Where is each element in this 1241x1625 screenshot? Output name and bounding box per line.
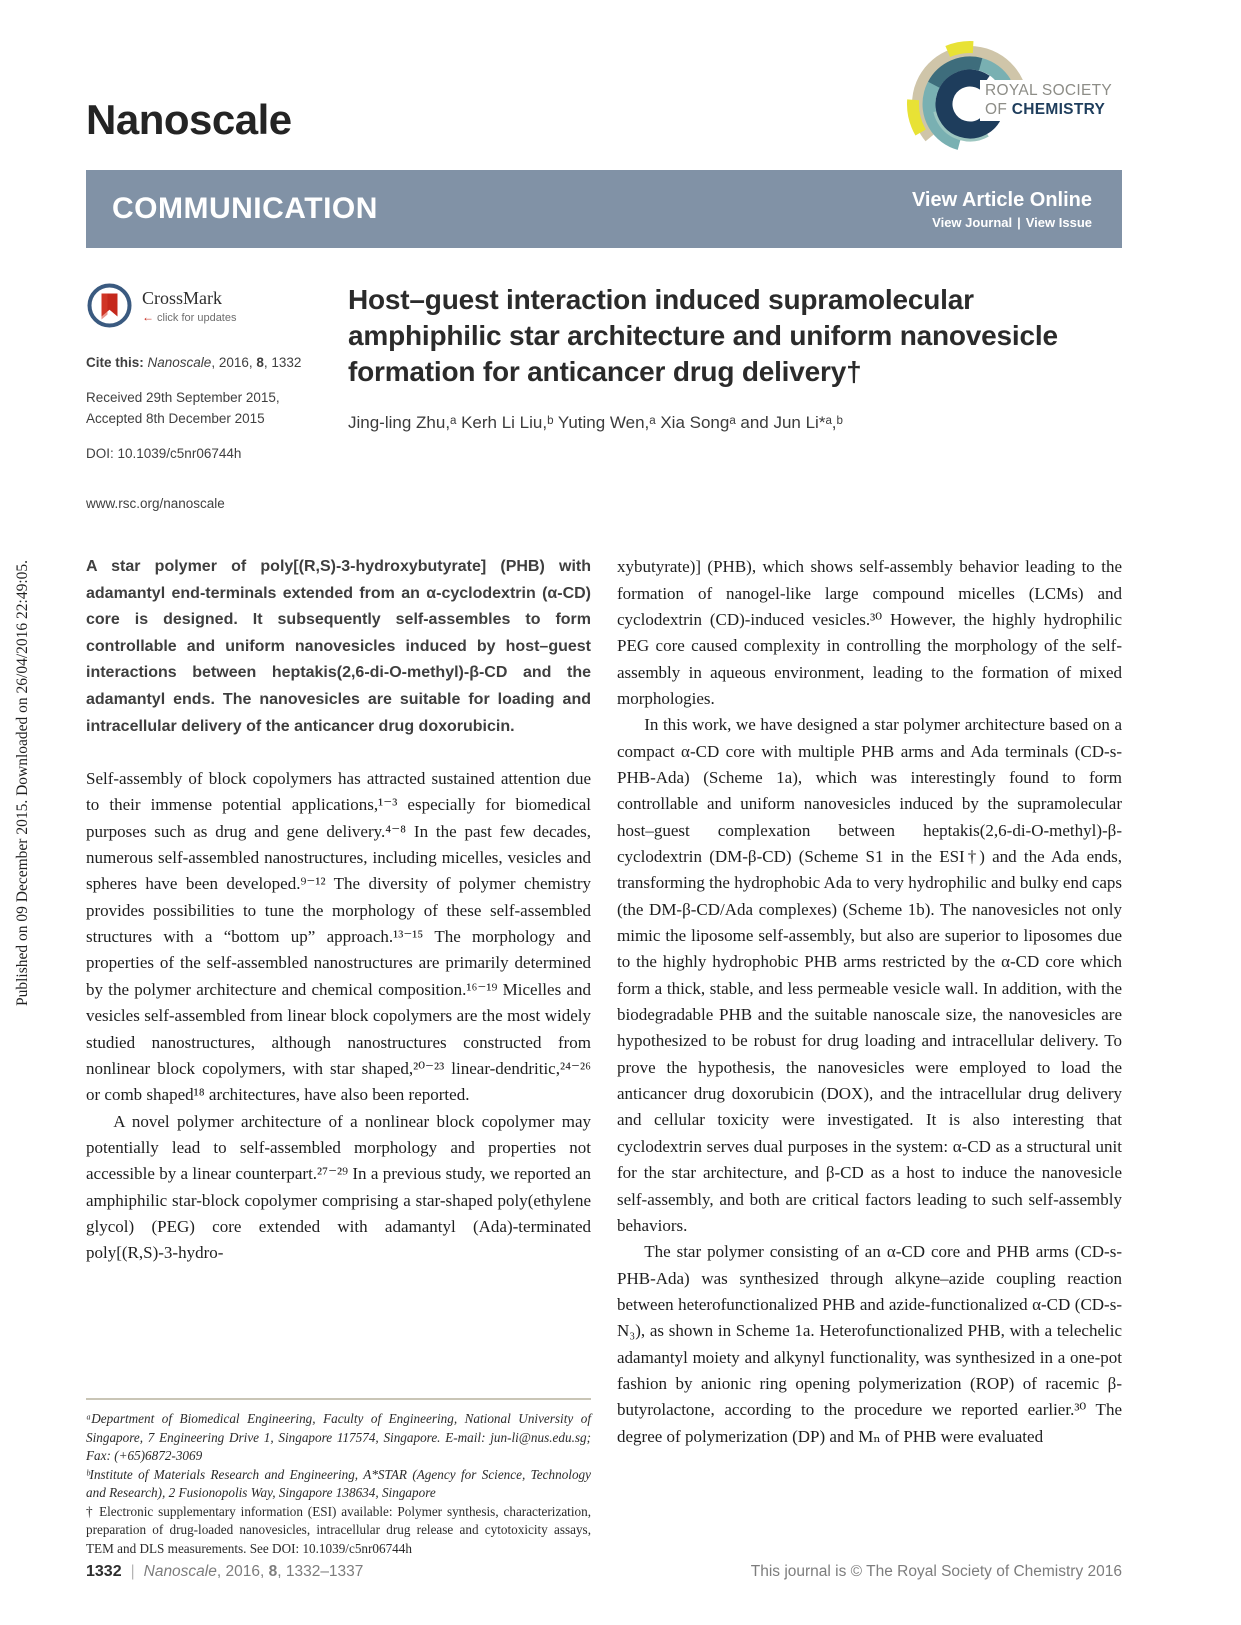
- footnote-affiliation-a: ᵃDepartment of Biomedical Engineering, Faculty of Engineering, National University of Singapore, 7 Engineering Drive 1, Singapore 117574, Singapore. E-mail: jun-li@nus.edu.sg; Fax: (+65)6872-3069: [86, 1411, 591, 1464]
- footer-pages: , 1332–1337: [277, 1563, 364, 1580]
- cite-journal: Nanoscale: [147, 355, 212, 370]
- footnotes: [86, 1398, 591, 1558]
- footer-mid: , 2016,: [216, 1563, 269, 1580]
- received-date: Received 29th September 2015,: [86, 390, 280, 406]
- banner-links: [912, 189, 1092, 230]
- doi: DOI: 10.1039/c5nr06744h: [86, 445, 242, 461]
- view-issue-link[interactable]: View Issue: [1025, 214, 1092, 230]
- cite-mid: , 2016,: [211, 355, 257, 370]
- article-type-label: COMMUNICATION: [112, 192, 378, 225]
- footer-page-number: 1332: [86, 1563, 122, 1580]
- article-title-column: [348, 282, 1122, 514]
- crossmark-icon: [86, 282, 133, 329]
- footer-volume: 8: [268, 1563, 278, 1580]
- footer-copyright: This journal is © The Royal Society of Chemistry 2016: [750, 1563, 1122, 1580]
- footnote-esi: † Electronic supplementary information (ESI) available: Polymer synthesis, characterization, preparation of drug-loaded nanovesicles, intracellular drug release and cytotoxicity assays, TEM and DLS measurements. See DOI: 10.1039/c5nr06744h: [86, 1503, 591, 1556]
- article-authors: Jing-ling Zhu,ᵃ Kerh Li Liu,ᵇ Yuting Wen,ᵃ Xia Songᵃ and Jun Li*ᵃ,ᵇ: [348, 413, 843, 433]
- rsc-logo: [904, 34, 1122, 174]
- paragraph-right-2: In this work, we have designed a star polymer architecture based on a compact α-CD core with multiple PHB arms and Ada terminals (CD-s-PHB-Ada) (Scheme 1a), which was interestingly found to form controllable and uniform nanovesicles induced by the supramolecular host–guest complexation between heptakis(2,6-di-O-methyl)-β-cyclodextrin (DM-β-CD) (Scheme S1 in the ESI†) and the Ada ends, transforming the hydrophobic Ada to very hydrophilic and bulky end caps (the DM-β-CD/Ada complexes) (Scheme 1b). The nanovesicles not only mimic the liposome self-assembly, but also are superior to liposomes due to the highly hydrophobic PHB arms restricted by the α-CD core which form a thick, stable, and less permeable vesicle wall. In addition, with the biodegradable PHB and the suitable nanoscale size, the nanovesicles are hypothesized to be robust for drug loading and intracellular delivery. To prove the hypothesis, the nanovesicles were employed to load the anticancer drug doxorubicin (DOX), and the intracellular drug delivery and cellular toxicity were investigated. It is also interesting that cyclodextrin serves dual purposes in the system: α-CD as a structural unit for the star architecture, and β-CD as a host to induce the nanovesicle self-assembly, and both are critical factors leading to such self-assembly behaviors.: [617, 715, 1122, 1235]
- crossmark-badge[interactable]: [86, 282, 340, 329]
- rsc-logo-text: [980, 80, 1114, 121]
- footer-citation: [86, 1563, 363, 1581]
- cite-page: , 1332: [263, 355, 302, 370]
- paragraph-left-2: A novel polymer architecture of a nonlinear block copolymer may potentially lead to self-assembled morphology and properties not accessible by a linear counterpart.²⁷⁻²⁹ In a previous study, we reported an amphiphilic star-block copolymer comprising a star-shaped poly(ethylene glycol) (PEG) core extended with adamantyl (Ada)-terminated poly[(R,S)-3-hydro-: [86, 1111, 591, 1263]
- banner-link-divider: |: [1017, 214, 1021, 230]
- rsc-logo-line2-prefix: OF: [985, 100, 1012, 118]
- citation-line: [86, 353, 340, 373]
- cite-volume: 8: [256, 355, 264, 370]
- footer-separator: |: [130, 1563, 135, 1580]
- abstract: A star polymer of poly[(R,S)-3-hydroxybutyrate] (PHB) with adamantyl end-terminals extended from an α-cyclodextrin (α-CD) core is designed. It subsequently self-assembles to form controllable and uniform nanovesicles induced by host–guest interactions between heptakis(2,6-di-O-methyl)-β-CD and the adamantyl ends. The nanovesicles are suitable for loading and intracellular delivery of the anticancer drug doxorubicin.: [86, 558, 591, 735]
- paragraph-right-1: xybutyrate)] (PHB), which shows self-assembly behavior leading to the formation of nanogel-like large compound micelles (LCMs) and cyclodextrin (CD)-induced vesicles.³⁰ However, the highly hydrophilic PEG core caused complexity in controlling the morphology of the self-assembly in aqueous environment, leading to the formation of mixed morphologies.: [617, 557, 1122, 708]
- rsc-logo-line1: ROYAL SOCIETY: [985, 82, 1113, 99]
- paragraph-right-3: The star polymer consisting of an α-CD core and PHB arms (CD-s-PHB-Ada) was synthesized through alkyne–azide coupling reaction between heterofunctionalized PHB and azide-functionalized α-CD (CD-s-N₃), as shown in Scheme 1a. Heterofunctionalized PHB, with a telechelic adamantyl moiety and alkynyl functionality, was synthesized in a one-pot fashion by anionic ring opening polymerization (ROP) of racemic β-butyrolactone, according to the procedure we reported earlier.³⁰ The degree of polymerization (DP) and Mₙ of PHB were evaluated: [617, 1242, 1122, 1446]
- rsc-logo-line2-name: CHEMISTRY: [1011, 100, 1106, 118]
- journal-title: Nanoscale: [86, 96, 292, 143]
- right-column: [617, 554, 1122, 1558]
- page-footer: [86, 1563, 1122, 1581]
- article-title: Host–guest interaction induced supramolecular amphiphilic star architecture and uniform nanovesicle formation for anticancer drug delivery†: [348, 284, 1058, 387]
- cite-label: Cite this:: [86, 355, 148, 370]
- view-article-online-link[interactable]: View Article Online: [911, 188, 1092, 211]
- article-header: [86, 282, 1122, 514]
- view-journal-link[interactable]: View Journal: [932, 214, 1013, 230]
- paragraph-left-1: Self-assembly of block copolymers has attracted sustained attention due to their immense potential applications,¹⁻³ especially for biomedical purposes such as drug and gene delivery.⁴⁻⁸ In the past few decades, numerous self-assembled nanostructures, including micelles, vesicles and spheres have been developed.⁹⁻¹² The diversity of polymer chemistry provides possibilities to tune the morphology of these self-assembled structures with a “bottom up” approach.¹³⁻¹⁵ The morphology and properties of the self-assembled nanostructures are primarily determined by the polymer architecture and chemical composition.¹⁶⁻¹⁹ Micelles and vesicles self-assembled from linear block copolymers are the most widely studied nanostructures, although nanostructures constructed from nonlinear block copolymers, with star shaped,²⁰⁻²³ linear-dendritic,²⁴⁻²⁶ or comb shaped¹⁸ architectures, have also been reported.: [86, 769, 591, 1105]
- footnote-affiliation-b: ᵇInstitute of Materials Research and Engineering, A*STAR (Agency for Science, Technology and Research), 2 Fusionopolis Way, Singapore 138634, Singapore: [86, 1466, 591, 1501]
- footer-journal: Nanoscale: [143, 1563, 217, 1580]
- article-meta-column: [86, 282, 340, 514]
- article-type-banner: [86, 170, 1122, 248]
- crossmark-arrow-icon: ←: [142, 309, 154, 324]
- sidebar-publication-note: Published on 09 December 2015. Downloaded on 26/04/2016 22:49:05.: [14, 559, 31, 1006]
- journal-website: www.rsc.org/nanoscale: [86, 496, 225, 511]
- left-column: [86, 554, 591, 1558]
- accepted-date: Accepted 8th December 2015: [86, 410, 265, 426]
- crossmark-tagline: click for updates: [157, 311, 237, 324]
- article-body: [86, 554, 1122, 1558]
- crossmark-name: CrossMark: [142, 287, 222, 308]
